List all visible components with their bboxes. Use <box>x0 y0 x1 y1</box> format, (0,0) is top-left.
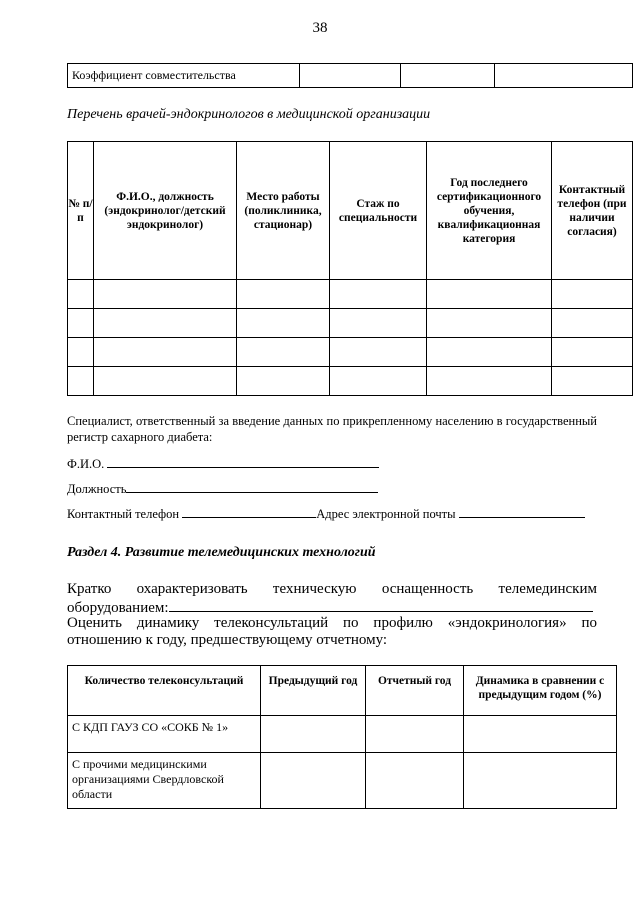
coefficient-cell <box>401 64 495 88</box>
coefficient-cell <box>495 64 633 88</box>
header-certification: Год последнего сертификационного обучения, квалификационная категория <box>427 142 552 280</box>
section-4-para2-line2: отношению к году, предшествующему отчетному: <box>67 632 388 648</box>
table-row <box>68 753 617 809</box>
email-label: Адрес электронной почты <box>316 507 456 521</box>
row-label: С КДП ГАУЗ СО «СОКБ № 1» <box>68 716 261 753</box>
table-row <box>68 716 617 753</box>
header-dynamics: Динамика в сравнении с предыдущим годом (%) <box>464 666 617 716</box>
position-line[interactable] <box>126 481 378 493</box>
equipment-label: оборудованием: <box>67 600 169 616</box>
phone-line[interactable] <box>182 506 316 518</box>
section-4-title: Раздел 4. Развитие телемедицинских технологий <box>67 545 376 560</box>
position-field <box>67 481 597 497</box>
row-label: С прочими медицинскими организациями Свердловской области <box>68 753 261 809</box>
doctors-list-title: Перечень врачей-эндокринологов в медицинской организации <box>67 107 431 122</box>
section-4-para1-line1: Кратко охарактеризовать техническую оснащенность телемединским <box>67 581 597 597</box>
table-row <box>68 367 633 396</box>
table-row <box>68 309 633 338</box>
header-previous-year: Предыдущий год <box>261 666 366 716</box>
position-label: Должность <box>67 482 127 496</box>
fio-line[interactable] <box>107 456 379 468</box>
phone-label: Контактный телефон <box>67 507 180 521</box>
coefficient-cell <box>300 64 401 88</box>
section-4-para2-line1: Оценить динамику телеконсультаций по профилю «эндокринология» по <box>67 615 597 631</box>
header-number: № п/п <box>68 142 94 280</box>
equipment-line[interactable] <box>169 598 593 612</box>
header-report-year: Отчетный год <box>366 666 464 716</box>
teleconsultations-table <box>67 665 617 809</box>
fio-field <box>67 456 597 472</box>
header-count: Количество телеконсультаций <box>68 666 261 716</box>
table-row <box>68 280 633 309</box>
contacts-field <box>67 506 597 522</box>
doctors-table <box>67 141 633 396</box>
header-phone: Контактный телефон (при наличии согласия) <box>552 142 633 280</box>
header-fio: Ф.И.О., должность (эндокринолог/детский эндокринолог) <box>94 142 237 280</box>
table-row <box>68 338 633 367</box>
fio-label: Ф.И.О. <box>67 457 105 471</box>
responsible-specialist-text: Специалист, ответственный за введение данных по прикрепленному населению в государственный регистр сахарного диабета: <box>67 414 597 444</box>
email-line[interactable] <box>459 506 585 518</box>
header-workplace: Место работы (поликлиника, стационар) <box>237 142 330 280</box>
page-number: 38 <box>312 20 328 36</box>
header-experience: Стаж по специальности <box>330 142 427 280</box>
coefficient-table <box>67 63 633 88</box>
coefficient-label: Коэффициент совместительства <box>68 64 300 88</box>
